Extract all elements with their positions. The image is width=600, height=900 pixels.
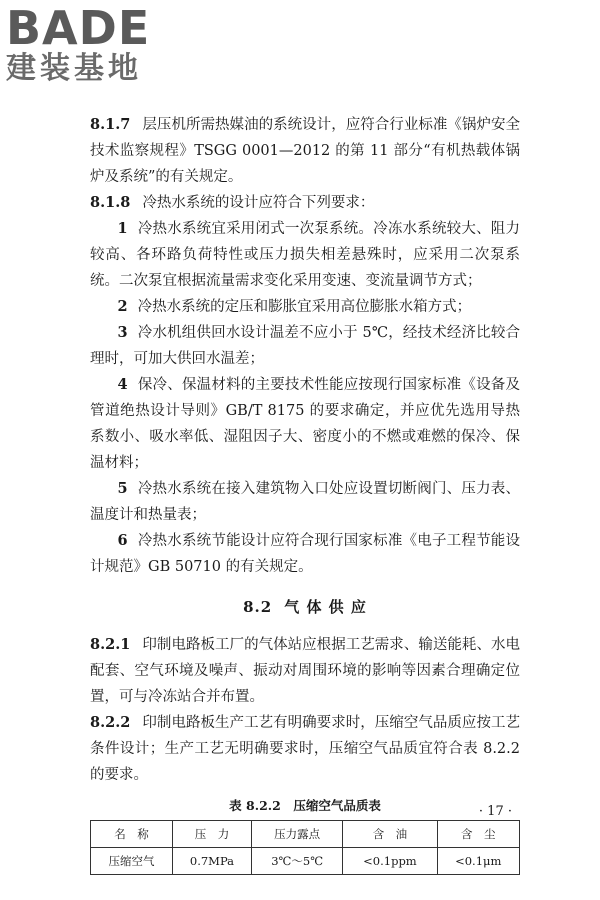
list-item bbox=[90, 320, 520, 372]
section-title-text: 气 体 供 应 bbox=[284, 598, 367, 616]
item-text: 冷热水系统节能设计应符合现行国家标准《电子工程节能设计规范》GB 50710 的有关规定。 bbox=[90, 533, 520, 575]
clause-8-2-1 bbox=[90, 632, 520, 710]
clause-number: 8.2.2 bbox=[90, 714, 131, 731]
item-number: 5 bbox=[117, 480, 128, 497]
table-cell: 压缩空气 bbox=[91, 848, 173, 875]
table-header-cell: 名 称 bbox=[91, 821, 173, 848]
table-cell: 0.7MPa bbox=[172, 848, 251, 875]
item-number: 1 bbox=[117, 220, 128, 237]
clause-text: 印制电路板工厂的气体站应根据工艺需求、输送能耗、水电配套、空气环境及噪声、振动对周围环境的影响等因素合理确定位置，可与冷冻站合并布置。 bbox=[90, 637, 520, 705]
item-text: 冷热水系统的定压和膨胀宜采用高位膨胀水箱方式； bbox=[137, 299, 472, 315]
table-header-cell: 压 力 bbox=[172, 821, 251, 848]
item-text: 冷热水系统宜采用闭式一次泵系统。冷冻水系统较大、阻力较高、各环路负荷特性或压力损失相差悬殊时，应采用二次泵系统。二次泵宜根据流量需求变化采用变速、变流量调节方式； bbox=[90, 221, 520, 289]
table-caption: 表 8.2.2 压缩空气品质表 bbox=[229, 798, 381, 813]
logo-subtitle: 建装基地 bbox=[6, 51, 142, 86]
air-quality-table bbox=[90, 820, 520, 875]
item-text: 冷水机组供回水设计温差不应小于 5℃，经技术经济比较合理时，可加大供回水温差； bbox=[90, 325, 520, 367]
logo-brand-text: BADE bbox=[6, 1, 151, 55]
item-text: 保冷、保温材料的主要技术性能应按现行国家标准《设备及管道绝热设计导则》GB/T 8175 的要求确定，并应优先选用导热系数小、吸水率低、湿阻因子大、密度小的不燃或难燃的保冷、保温材料； bbox=[90, 377, 520, 471]
page-number: · 17 · bbox=[478, 804, 512, 819]
item-text: 冷热水系统在接入建筑物入口处应设置切断阀门、压力表、温度计和热量表； bbox=[90, 481, 520, 523]
clause-number: 8.1.8 bbox=[90, 194, 131, 211]
list-item bbox=[90, 216, 520, 294]
clause-text: 冷热水系统的设计应符合下列要求： bbox=[142, 195, 375, 211]
table-cell: 3℃～5℃ bbox=[251, 848, 342, 875]
clause-number: 8.2.1 bbox=[90, 636, 131, 653]
table-cell: <0.1μm bbox=[437, 848, 520, 875]
clause-text: 印制电路板生产工艺有明确要求时，压缩空气品质应按工艺条件设计；生产工艺无明确要求时，压缩空气品质宜符合表 8.2.2 的要求。 bbox=[90, 715, 520, 783]
section-heading bbox=[90, 594, 520, 620]
table-header-cell: 含 尘 bbox=[437, 821, 520, 848]
section-number: 8.2 bbox=[243, 598, 273, 616]
item-number: 4 bbox=[117, 376, 128, 393]
table-header-cell: 含 油 bbox=[343, 821, 437, 848]
table-cell: <0.1ppm bbox=[343, 848, 437, 875]
brand-logo bbox=[6, 1, 151, 86]
table-header-cell: 压力露点 bbox=[251, 821, 342, 848]
clause-8-2-2 bbox=[90, 710, 520, 788]
document-body bbox=[90, 112, 520, 875]
list-item bbox=[90, 476, 520, 528]
item-number: 3 bbox=[117, 324, 128, 341]
item-number: 2 bbox=[117, 298, 128, 315]
clause-8-1-7 bbox=[90, 112, 520, 190]
item-number: 6 bbox=[117, 532, 128, 549]
clause-number: 8.1.7 bbox=[90, 116, 131, 133]
clause-text: 层压机所需热媒油的系统设计，应符合行业标准《锅炉安全技术监察规程》TSGG 0001—2012 的第 11 部分“有机热载体锅炉及系统”的有关规定。 bbox=[90, 117, 520, 185]
clause-8-1-8 bbox=[90, 190, 520, 216]
table-row bbox=[91, 848, 520, 875]
list-item bbox=[90, 294, 520, 320]
list-item bbox=[90, 372, 520, 476]
table-header-row bbox=[91, 821, 520, 848]
list-item bbox=[90, 528, 520, 580]
